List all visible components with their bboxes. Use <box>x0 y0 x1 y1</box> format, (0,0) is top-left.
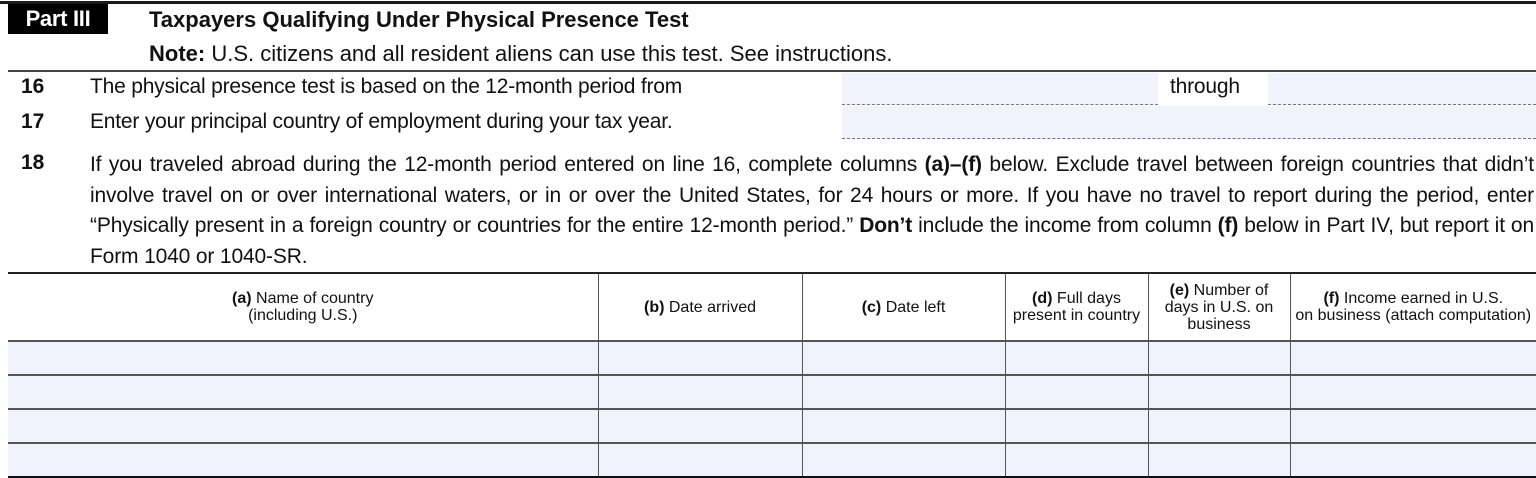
country-input[interactable] <box>8 376 598 408</box>
full-days-input[interactable] <box>1006 444 1148 476</box>
full-days-input[interactable] <box>1006 376 1148 408</box>
date-arrived-input[interactable] <box>599 342 802 374</box>
line-17-text: Enter your principal country of employment during your tax year. <box>90 110 673 134</box>
income-input[interactable] <box>1291 376 1536 408</box>
table-header-row <box>8 273 1536 341</box>
cell-country[interactable] <box>8 341 598 375</box>
column-header-d: (d) Full days present in country <box>1005 273 1148 341</box>
line-16-number: 16 <box>21 75 61 99</box>
para-bold-dont: Don’t <box>859 214 912 237</box>
part-label-box: Part III <box>8 4 108 34</box>
line-16-through-label: through <box>1170 75 1240 99</box>
column-header-a: (a) Name of country (including U.S.) <box>8 273 598 341</box>
cell-full-days[interactable] <box>1005 341 1148 375</box>
cell-country[interactable] <box>8 443 598 477</box>
country-input[interactable] <box>8 444 598 476</box>
country-input[interactable] <box>8 342 598 374</box>
us-days-input[interactable] <box>1149 444 1290 476</box>
cell-full-days[interactable] <box>1005 409 1148 443</box>
income-input[interactable] <box>1291 410 1536 442</box>
cell-us-days[interactable] <box>1148 341 1290 375</box>
cell-date-left[interactable] <box>802 375 1005 409</box>
us-days-input[interactable] <box>1149 342 1290 374</box>
cell-country[interactable] <box>8 409 598 443</box>
line-17-field[interactable] <box>842 106 1536 139</box>
note-text: U.S. citizens and all resident aliens can use this test. See instructions. <box>205 41 892 66</box>
income-input[interactable] <box>1291 444 1536 476</box>
table-row <box>8 443 1536 477</box>
us-days-input[interactable] <box>1149 410 1290 442</box>
full-days-input[interactable] <box>1006 342 1148 374</box>
country-input[interactable] <box>8 410 598 442</box>
cell-date-arrived[interactable] <box>598 341 802 375</box>
line-16-text: The physical presence test is based on the 12-month period from <box>90 75 682 99</box>
cell-us-days[interactable] <box>1148 409 1290 443</box>
date-left-input[interactable] <box>803 376 1005 408</box>
cell-income[interactable] <box>1290 443 1536 477</box>
travel-table <box>8 272 1536 478</box>
column-header-b: (b) Date arrived <box>598 273 802 341</box>
country-of-employment-input[interactable] <box>842 106 1536 138</box>
column-header-e: (e) Number of days in U.S. on business <box>1148 273 1290 341</box>
line-18-instructions <box>90 150 1534 272</box>
cell-date-left[interactable] <box>802 409 1005 443</box>
line-18-number: 18 <box>21 151 61 175</box>
cell-date-arrived[interactable] <box>598 409 802 443</box>
us-days-input[interactable] <box>1149 376 1290 408</box>
table-row <box>8 409 1536 443</box>
para-text: include the income from column <box>912 214 1218 237</box>
line-17-number: 17 <box>21 110 61 134</box>
date-arrived-input[interactable] <box>599 444 802 476</box>
cell-date-left[interactable] <box>802 341 1005 375</box>
line-16-from-field[interactable] <box>842 73 1158 105</box>
para-text: If you traveled abroad during the 12-month period entered on line 16, complete columns <box>90 153 925 176</box>
column-header-c: (c) Date left <box>802 273 1005 341</box>
cell-us-days[interactable] <box>1148 443 1290 477</box>
table-row <box>8 375 1536 409</box>
para-text: below. Exclude travel between foreign countries that didn’t involve travel on or over international waters, or in or over the United States, for 24 hours or more. If you have no travel to report during the period, enter “Physically present in a foreign country or countries for the entire 12-month period.” <box>90 153 1534 237</box>
cell-country[interactable] <box>8 375 598 409</box>
full-days-input[interactable] <box>1006 410 1148 442</box>
cell-date-left[interactable] <box>802 443 1005 477</box>
date-left-input[interactable] <box>803 410 1005 442</box>
cell-date-arrived[interactable] <box>598 443 802 477</box>
cell-date-arrived[interactable] <box>598 375 802 409</box>
income-input[interactable] <box>1291 342 1536 374</box>
table-row <box>8 341 1536 375</box>
date-arrived-input[interactable] <box>599 376 802 408</box>
cell-income[interactable] <box>1290 375 1536 409</box>
date-left-input[interactable] <box>803 342 1005 374</box>
para-bold-columns: (a)–(f) <box>925 153 982 176</box>
part-title: Taxpayers Qualifying Under Physical Presence Test <box>149 6 689 34</box>
para-text: below in Part IV, but report it on Form 1040 or 1040-SR. <box>90 214 1534 268</box>
part-note <box>149 40 892 68</box>
cell-full-days[interactable] <box>1005 443 1148 477</box>
cell-income[interactable] <box>1290 341 1536 375</box>
date-arrived-input[interactable] <box>599 410 802 442</box>
cell-us-days[interactable] <box>1148 375 1290 409</box>
section-rule <box>8 70 1536 72</box>
note-label: Note: <box>149 41 205 66</box>
cell-full-days[interactable] <box>1005 375 1148 409</box>
date-left-input[interactable] <box>803 444 1005 476</box>
period-through-input[interactable] <box>1268 73 1536 104</box>
top-rule <box>0 1 1536 4</box>
period-from-input[interactable] <box>842 73 1158 104</box>
line-16-through-field[interactable] <box>1268 73 1536 105</box>
para-bold-f: (f) <box>1218 214 1239 237</box>
column-header-f: (f) Income earned in U.S. on business (attach computation) <box>1290 273 1536 341</box>
cell-income[interactable] <box>1290 409 1536 443</box>
